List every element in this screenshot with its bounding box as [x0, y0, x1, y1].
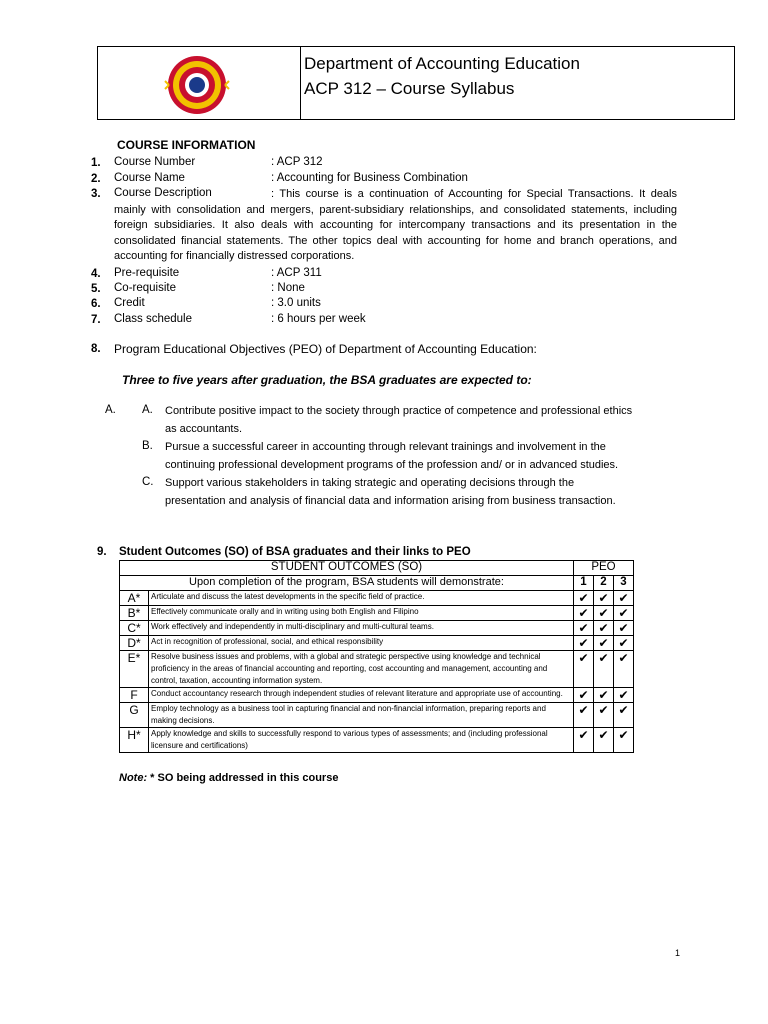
so-letter: G [120, 703, 149, 728]
check-icon: ✔ [594, 636, 614, 651]
course-info-heading: COURSE INFORMATION [117, 138, 256, 152]
item-label: Course Number [114, 156, 196, 168]
so-header: STUDENT OUTCOMES (SO) [120, 561, 574, 576]
item-value: : 6 hours per week [271, 313, 366, 325]
table-row [120, 606, 634, 621]
check-icon: ✔ [614, 621, 634, 636]
check-icon: ✔ [574, 728, 594, 753]
item-number: 7. [91, 314, 101, 326]
so-letter: A* [120, 591, 149, 606]
check-icon: ✔ [614, 688, 634, 703]
check-icon: ✔ [574, 703, 594, 728]
check-icon: ✔ [574, 688, 594, 703]
item-value: : Accounting for Business Combination [271, 172, 468, 184]
check-icon: ✔ [574, 606, 594, 621]
check-icon: ✔ [594, 703, 614, 728]
so-text: Articulate and discuss the latest developments in the specific field of practice. [149, 591, 574, 606]
so-text: Apply knowledge and skills to successfully respond to various types of assessments; and (including professional licensure and certifications) [149, 728, 574, 753]
so-text: Act in recognition of professional, social, and ethical responsibility [149, 636, 574, 651]
check-icon: ✔ [594, 688, 614, 703]
table-row [120, 621, 634, 636]
note-text: * SO being addressed in this course [147, 772, 339, 784]
item-value: : ACP 311 [271, 267, 322, 279]
header-divider [300, 47, 301, 119]
check-icon: ✔ [594, 606, 614, 621]
so-title: Student Outcomes (SO) of BSA graduates and their links to PEO [119, 546, 471, 558]
item-label: Co-requisite [114, 282, 176, 294]
so-subheader: Upon completion of the program, BSA students will demonstrate: [120, 576, 574, 591]
so-text: Conduct accountancy research through independent studies of relevant literature and appropriate use of accounting. [149, 688, 574, 703]
table-note [119, 772, 338, 784]
check-icon: ✔ [574, 651, 594, 688]
item-label: Course Description [114, 187, 212, 199]
peo-item: Pursue a successful career in accounting through relevant trainings and involvement in the continuing professional development programs of the profession and/ or in advanced studies. [165, 441, 619, 471]
peo-letter: A. [142, 404, 153, 416]
check-icon: ✔ [614, 651, 634, 688]
item-number: 4. [91, 268, 101, 280]
item-number: 5. [91, 283, 101, 295]
item-number: 9. [97, 546, 107, 558]
item-label: Pre-requisite [114, 267, 180, 279]
so-peo-table [119, 560, 634, 753]
table-row [120, 591, 634, 606]
table-row [120, 651, 634, 688]
table-row [120, 688, 634, 703]
so-letter: E* [120, 651, 149, 688]
item-value: : 3.0 units [271, 297, 321, 309]
so-letter: D* [120, 636, 149, 651]
so-letter: C* [120, 621, 149, 636]
check-icon: ✔ [594, 591, 614, 606]
check-icon: ✔ [574, 591, 594, 606]
so-letter: B* [120, 606, 149, 621]
check-icon: ✔ [614, 728, 634, 753]
check-icon: ✔ [614, 636, 634, 651]
item-number: 6. [91, 298, 101, 310]
item-number: 1. [91, 157, 101, 169]
peo-col: 2 [594, 576, 614, 591]
so-letter: H* [120, 728, 149, 753]
syllabus-title: ACP 312 – Course Syllabus [304, 79, 515, 98]
check-icon: ✔ [614, 591, 634, 606]
item-value: : ACP 312 [271, 156, 323, 168]
item-number: 3. [91, 188, 101, 200]
department-title: Department of Accounting Education [304, 54, 580, 73]
item-number: 8. [91, 343, 101, 355]
peo-letter: B. [142, 440, 153, 452]
table-row [120, 636, 634, 651]
check-icon: ✔ [614, 703, 634, 728]
check-icon: ✔ [594, 728, 614, 753]
check-icon: ✔ [594, 621, 614, 636]
page-number: 1 [675, 948, 681, 958]
peo-outer-letter: A. [105, 404, 116, 416]
peo-item: Contribute positive impact to the society through practice of competence and professional ethics as accountants. [165, 405, 633, 435]
item-label: Class schedule [114, 313, 192, 325]
peo-lead: Three to five years after graduation, the BSA graduates are expected to: [122, 373, 532, 387]
so-text: Employ technology as a business tool in capturing financial and non-financial information, preparing reports and making decisions. [149, 703, 574, 728]
item-label: Credit [114, 297, 145, 309]
so-text: Resolve business issues and problems, with a global and strategic perspective using knowledge and technical proficiency in the areas of financial accounting and reporting, cost accounting and management, accounting and control, taxation, accounting information system. [149, 651, 574, 688]
item-number: 2. [91, 173, 101, 185]
note-label: Note: [119, 772, 148, 784]
table-row [120, 703, 634, 728]
item-value: : None [271, 282, 305, 294]
check-icon: ✔ [574, 621, 594, 636]
item-label: Course Name [114, 172, 185, 184]
table-row [120, 728, 634, 753]
so-text: Effectively communicate orally and in writing using both English and Filipino [149, 606, 574, 621]
peo-header: PEO [574, 561, 634, 576]
so-text: Work effectively and independently in multi-disciplinary and multi-cultural teams. [149, 621, 574, 636]
course-description: : This course is a continuation of Accounting for Special Transactions. It deals mainly with consolidation and mergers, parent-subsidiary relationships, and consolidated statements, including foreign subsidiaries. It also deals with accounting for intercompany transactions and its presentation in the consolidated financial statements. The other topics deal with accounting for home and branch operations, and accounting for financially distressed corporations. [114, 188, 677, 262]
peo-col: 1 [574, 576, 594, 591]
so-letter: F [120, 688, 149, 703]
peo-intro: Program Educational Objectives (PEO) of Department of Accounting Education: [114, 342, 537, 356]
check-icon: ✔ [594, 651, 614, 688]
check-icon: ✔ [574, 636, 594, 651]
check-icon: ✔ [614, 606, 634, 621]
peo-col: 3 [614, 576, 634, 591]
peo-letter: C. [142, 476, 154, 488]
college-seal-logo [163, 54, 231, 116]
peo-item: Support various stakeholders in taking strategic and operating decisions through the presentation and analysis of financial data and information arising from business transaction. [165, 477, 616, 507]
